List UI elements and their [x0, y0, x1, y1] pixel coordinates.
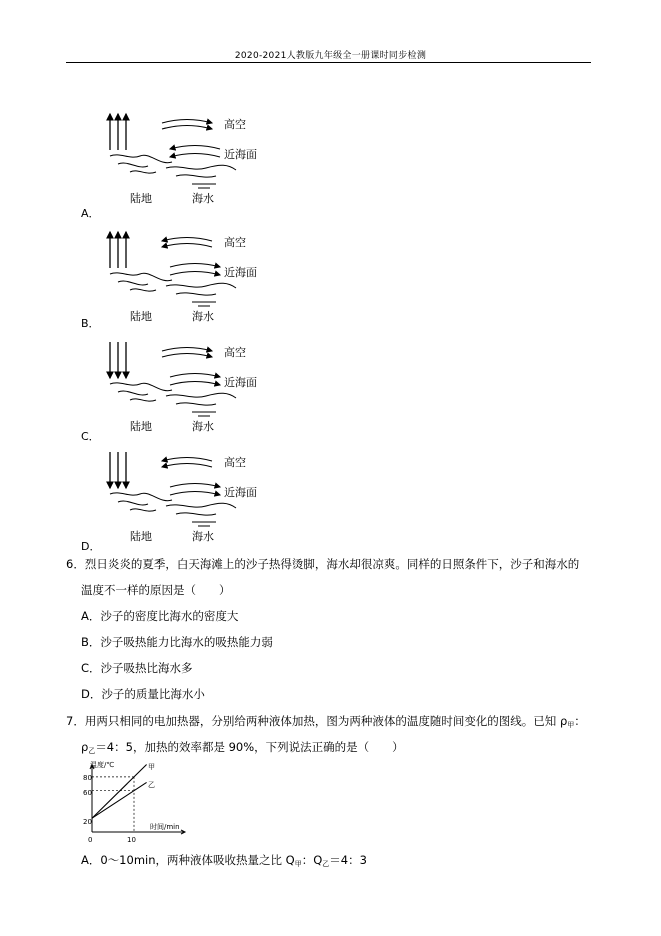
q7-rho: ρ: [81, 740, 89, 754]
wind-diagram-d: [100, 446, 300, 536]
q6-option-d[interactable]: D．沙子的质量比海水小: [81, 687, 205, 701]
q7-colon: ：: [574, 714, 586, 728]
label-near-sea: 近海面: [224, 148, 257, 161]
y-tick-20: 20: [83, 818, 92, 826]
series-line-jia: [92, 764, 147, 818]
temperature-time-chart: [80, 760, 190, 852]
label-near-sea: 近海面: [224, 266, 257, 279]
wind-diagram-c: [100, 336, 300, 426]
x-tick-10: 10: [127, 836, 136, 844]
y-tick-60: 60: [83, 789, 92, 797]
label-sea: 海水: [192, 530, 214, 543]
q7-line1-text: 7．用两只相同的电加热器，分别给两种液体加热，图为两种液体的温度随时间变化的图线。已知 ρ: [66, 714, 568, 728]
wind-diagram-a: [100, 108, 300, 198]
q6-line1: 6．烈日炎炎的夏季，白天海滩上的沙子热得烫脚，海水却很凉爽。同样的日照条件下，沙子和海水的: [66, 557, 580, 571]
chart-ylabel: 温度/℃: [90, 761, 115, 769]
q7-option-a-prefix: A．0～10min，两种液体吸收热量之比 Q: [81, 853, 295, 867]
q7-line2: [81, 739, 404, 759]
label-high: 高空: [224, 456, 246, 469]
y-tick-80: 80: [83, 774, 92, 782]
q5-option-b[interactable]: B．: [81, 317, 100, 330]
q6-option-c[interactable]: C．沙子吸热比海水多: [81, 661, 193, 675]
series-line-yi: [92, 782, 147, 818]
q7-option-a-mid: ：Q: [301, 853, 323, 867]
label-high: 高空: [224, 346, 246, 359]
q7-sub-jia: 甲: [567, 721, 575, 729]
q7-option-a-suffix: ＝4：3: [329, 853, 367, 867]
wind-diagram-b: [100, 226, 300, 316]
label-near-sea: 近海面: [224, 486, 257, 499]
series-label-yi: 乙: [148, 781, 155, 789]
label-high: 高空: [224, 118, 246, 131]
chart-xlabel: 时间/min: [150, 823, 180, 831]
figure-b: [100, 226, 300, 323]
q6-line2: 温度不一样的原因是（ ）: [81, 583, 231, 597]
q5-option-d[interactable]: D．: [81, 540, 101, 553]
q7-line2-rest: ＝4：5，加热的效率都是 90%，下列说法正确的是（ ）: [95, 740, 404, 754]
figure-c: [100, 336, 300, 433]
label-land: 陆地: [130, 310, 152, 323]
header-rule: [66, 62, 591, 63]
figure-d: [100, 446, 300, 543]
q7-sub-yi: 乙: [88, 747, 96, 755]
label-land: 陆地: [130, 192, 152, 205]
q7-option-a[interactable]: [81, 852, 367, 869]
label-land: 陆地: [130, 420, 152, 433]
label-near-sea: 近海面: [224, 376, 257, 389]
q7-option-a-sub-yi: 乙: [322, 860, 330, 868]
label-sea: 海水: [192, 420, 214, 433]
label-sea: 海水: [192, 192, 214, 205]
label-land: 陆地: [130, 530, 152, 543]
series-label-jia: 甲: [148, 763, 155, 771]
label-high: 高空: [224, 236, 246, 249]
label-sea: 海水: [192, 310, 214, 323]
figure-a: [100, 108, 300, 205]
x-tick-0: 0: [88, 836, 93, 844]
q5-option-a[interactable]: A．: [81, 207, 100, 220]
q5-option-c[interactable]: C．: [81, 430, 100, 443]
q6-option-b[interactable]: B．沙子吸热能力比海水的吸热能力弱: [81, 635, 273, 649]
q7-line1: [66, 713, 586, 733]
page-header: 2020-2021人教版九年级全一册课时同步检测: [234, 51, 427, 61]
q6-option-a[interactable]: A．沙子的密度比海水的密度大: [81, 609, 239, 623]
q7-option-a-sub-jia: 甲: [294, 860, 302, 868]
